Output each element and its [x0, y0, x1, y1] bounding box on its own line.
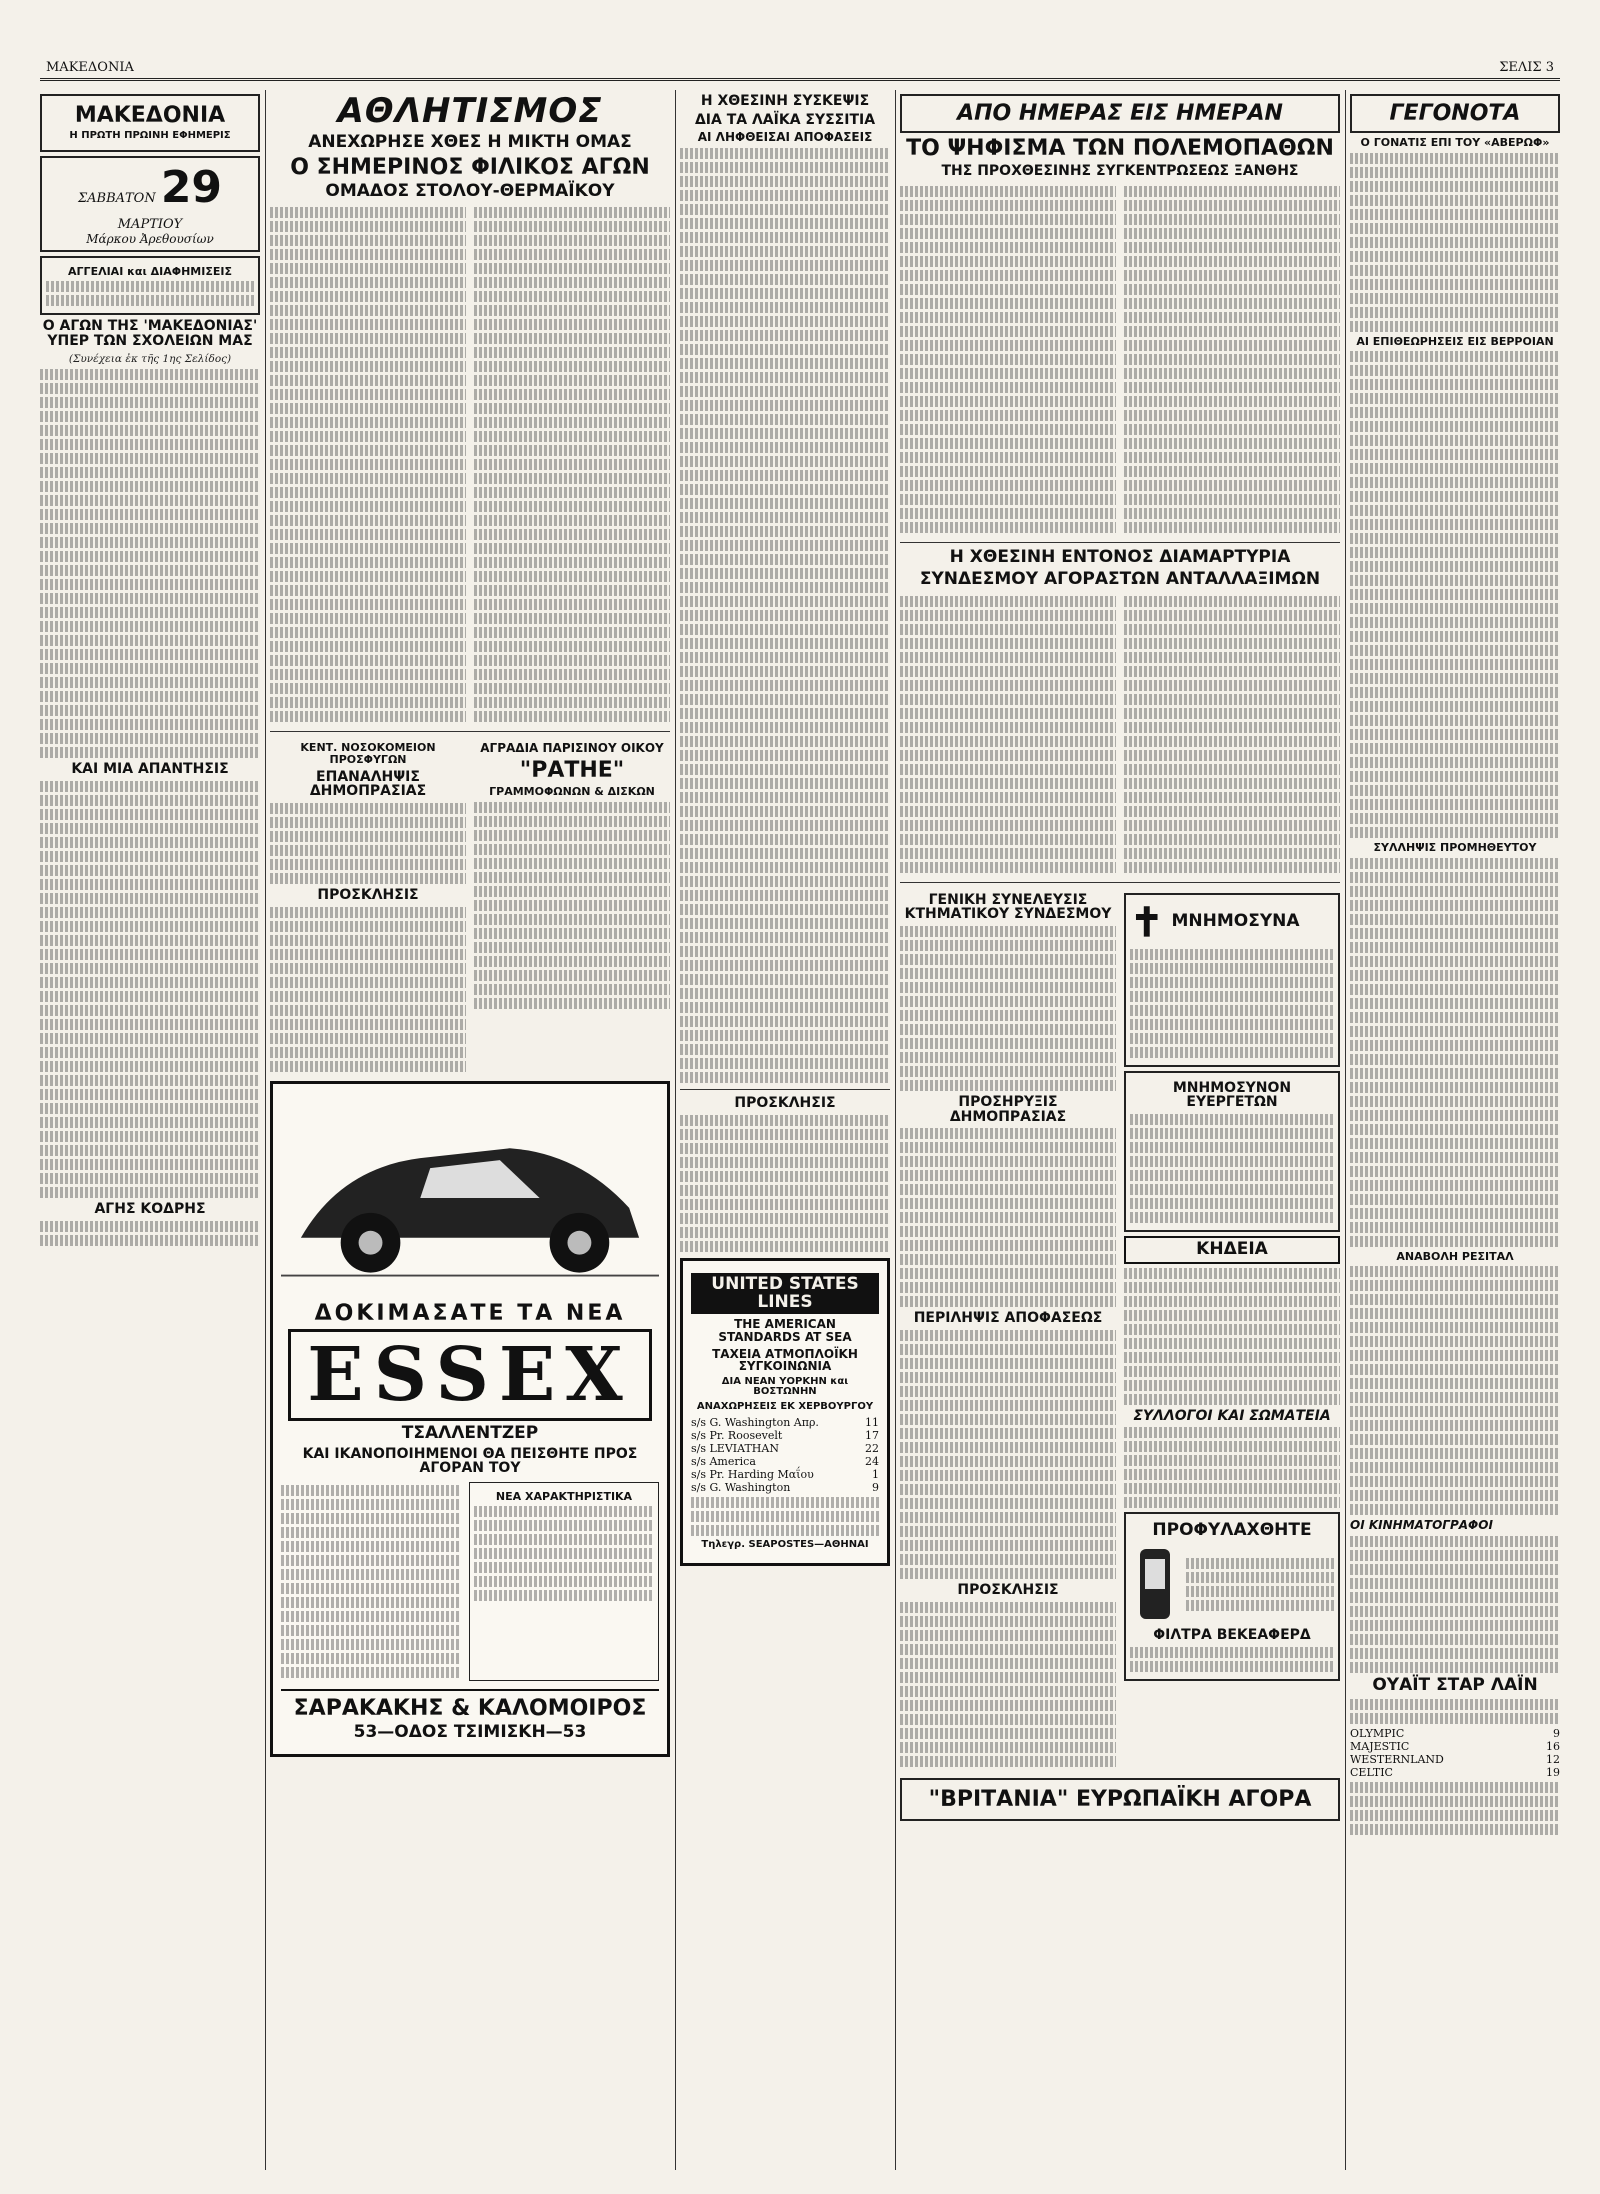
headline: ΑΙ ΛΗΦΘΕΙΣΑΙ ΑΠΟΦΑΣΕΙΣ [697, 130, 873, 145]
notice-brand: "ΡΑΤΗΕ" [519, 758, 625, 784]
date-day: ΣΑΒΒΑΤΟΝ [77, 190, 156, 206]
essex-advertisement [270, 1081, 670, 1757]
header-paper: ΜΑΚΕΔΟΝΙΑ [46, 60, 134, 75]
ship-row: CELTIC 19 [1350, 1765, 1560, 1779]
notice-title: ΠΡΟΣΚΛΗΣΙΣ [317, 886, 419, 903]
ad-brand: UNITED STATES LINES [691, 1273, 879, 1315]
notice-title: ΑΓΡΑΔΙΑ ΠΑΡΙΣΙΝΟΥ ΟΙΚΟΥ [480, 741, 664, 756]
ship-row: WESTERNLAND 12 [1350, 1752, 1560, 1766]
ad-departures: ΑΝΑΧΩΡΗΣΕΙΣ ΕΚ ΧΕΡΒΟΥΡΓΟΥ [696, 1400, 874, 1412]
date-month: ΜΑΡΤΙΟΥ [117, 216, 183, 232]
ad-headline: ΤΑΧΕΙΑ ΑΤΜΟΠΛΟΪΚΗ ΣΥΓΚΟΙΝΩΝΙΑ [712, 1346, 858, 1374]
ad-features-title: ΝΕΑ ΧΑΡΑΚΤΗΡΙΣΤΙΚΑ [495, 1489, 633, 1503]
section-title: ΣΥΛΛΟΓΟΙ ΚΑΙ ΣΩΜΑΤΕΙΑ [1133, 1407, 1331, 1424]
memorial-title: ΜΝΗΜΟΣΥΝΟΝ ΕΥΕΡΓΕΤΩΝ [1172, 1079, 1292, 1111]
section-title: ΑΠΟ ΗΜΕΡΑΣ ΕΙΣ ΗΜΕΡΑΝ [957, 101, 1283, 126]
ads-notice-title: ΑΓΓΕΛΙΑΙ και ΔΙΑΦΗΜΙΣΕΙΣ [68, 264, 232, 278]
ship-row: s/s G. Washington 9 [691, 1481, 879, 1495]
cross-icon: ✝ [1130, 898, 1164, 946]
ship-row: s/s America 24 [691, 1455, 879, 1469]
signature: ΑΓΗΣ ΚΟΔΡΗΣ [94, 1201, 206, 1218]
filter-icon [1130, 1544, 1180, 1624]
article-subtitle: (Συνέχεια ἐκ τῆς 1ης Σελίδος) [68, 352, 232, 365]
section-title: ΓΕΓΟΝΟΤΑ [1389, 101, 1521, 126]
article-body [270, 204, 670, 725]
header-page: ΣΕΛΙΣ 3 [1499, 60, 1554, 75]
funeral-title: ΚΗΔΕΙΑ [1124, 1236, 1340, 1264]
notice-subtitle: ΕΠΑΝΑΛΗΨΙΣ ΔΗΜΟΠΡΑΣΙΑΣ [309, 768, 427, 800]
ad-brand: ESSEX [288, 1329, 651, 1421]
article-title: ΚΑΙ ΜΙΑ ΑΠΑΝΤΗΣΙΣ [71, 761, 229, 778]
article-title: Ο ΑΓΩΝ ΤΗΣ 'ΜΑΚΕΔΟΝΙΑΣ' ΥΠΕΡ ΤΩΝ ΣΧΟΛΕΙΩΝ ΜΑΣ [42, 318, 258, 349]
article-body [680, 148, 890, 1083]
column-1 [40, 90, 260, 1249]
notice-title: ΚΕΝΤ. ΝΟΣΟΚΟΜΕΙΟΝ ΠΡΟΣΦΥΓΩΝ [300, 741, 436, 767]
item-title: ΑΝΑΒΟΛΗ ΡΕΣΙΤΑΛ [1396, 1249, 1514, 1263]
page-header [40, 60, 1560, 81]
ad-route: ΔΙΑ ΝΕΑΝ ΥΟΡΚΗΝ και ΒΟΣΤΩΝΗΝ [721, 1375, 849, 1398]
notice-block [474, 738, 670, 1074]
masthead-title: ΜΑΚΕΔΟΝΙΑ [74, 103, 226, 128]
notice-block [270, 738, 466, 1074]
notice-title: ΠΡΟΣΗΡΥΞΙΣ ΔΗΜΟΠΡΑΣΙΑΣ [949, 1093, 1067, 1125]
ship-schedule [691, 1416, 879, 1494]
memorial-box [1124, 893, 1340, 1067]
ad-model: ΤΣΑΛΛΕΝΤΖΕΡ [401, 1422, 539, 1443]
shipping-advertisement [680, 1258, 890, 1566]
column-4 [900, 90, 1340, 1825]
ship-schedule [1350, 1727, 1560, 1779]
ship-row: s/s Pr. Harding Μαΐου 1 [691, 1468, 879, 1482]
memorial-title: ΜΝΗΜΟΣΥΝΑ [1171, 911, 1300, 932]
section-title: ΑΘΛΗΤΙΣΜΟΣ [337, 91, 603, 131]
item-title: ΑΙ ΕΠΙΘΕΩΡΗΣΕΙΣ ΕΙΣ ΒΕΡΡΟΙΑΝ [1356, 334, 1554, 348]
car-illustration [281, 1098, 659, 1288]
item-title: ΣΥΛΛΗΨΙΣ ΠΡΟΜΗΘΕΥΤΟΥ [1373, 841, 1537, 855]
date-saint: Μάρκου Ἀρεθουσίων [86, 231, 214, 246]
text-block [46, 281, 254, 292]
article-body [900, 593, 1340, 876]
ad-brand: ΦΙΛΤΡΑ ΒΕΚΕΑΦΕΡΔ [1153, 1627, 1311, 1644]
item-title: ΟΙ ΚΙΝΗΜΑΤΟΓΡΑΦΟΙ [1350, 1518, 1493, 1533]
ad-telegraph: Τηλεγρ. SEAPOSTES—ΑΘΗΝΑΙ [701, 1539, 869, 1551]
ship-row: s/s LEVIATHAN 22 [691, 1442, 879, 1456]
notice-title: ΠΡΟΣΚΛΗΣΙΣ [957, 1582, 1059, 1598]
ad-headline: ΔΟΚΙΜΑΣΑΤΕ ΤΑ ΝΕΑ [314, 1300, 626, 1326]
ad-address: 53—ΟΔΟΣ ΤΣΙΜΙΣΚΗ—53 [353, 1722, 587, 1743]
article-body [900, 183, 1340, 536]
article-body [40, 781, 260, 1198]
headline: ΑΝΕΧΩΡΗΣΕ ΧΘΕΣ Η ΜΙΚΤΗ ΟΜΑΣ [308, 131, 632, 152]
ad-brand: "ΒΡΙΤΑΝΙΑ" ΕΥΡΩΠΑΪΚΗ ΑΓΟΡΑ [928, 1786, 1312, 1812]
britannia-advertisement [900, 1778, 1340, 1821]
ad-dealer: ΣΑΡΑΚΑΚΗΣ & ΚΑΛΟΜΟΙΡΟΣ [281, 1689, 659, 1720]
notice-title: ΠΡΟΣΚΛΗΣΙΣ [734, 1094, 836, 1111]
filter-advertisement [1124, 1512, 1340, 1681]
column-2 [270, 90, 670, 1757]
memorial-box [1124, 1071, 1340, 1232]
headline: Η ΧΘΕΣΙΝΗ ΣΥΣΚΕΨΙΣ [700, 93, 870, 109]
masthead-subtitle: Η ΠΡΩΤΗ ΠΡΩΙΝΗ ΕΦΗΜΕΡΙΣ [69, 130, 231, 142]
masthead [40, 94, 260, 152]
ship-row: s/s G. Washington Απρ. 11 [691, 1416, 879, 1430]
headline: ΤΗΣ ΠΡΟΧΘΕΣΙΝΗΣ ΣΥΓΚΕΝΤΡΩΣΕΩΣ ΞΑΝΘΗΣ [941, 163, 1299, 180]
column-rule [1345, 90, 1346, 2170]
ad-headline: ΠΡΟΦΥΛΑΧΘΗΤΕ [1152, 1520, 1312, 1541]
headline: ΔΙΑ ΤΑ ΛΑΪΚΑ ΣΥΣΣΙΤΙΑ [694, 111, 876, 128]
ad-features-box [469, 1482, 659, 1681]
headline: Η ΧΘΕΣΙΝΗ ΕΝΤΟΝΟΣ ΔΙΑΜΑΡΤΥΡΙΑ [949, 546, 1291, 567]
column-rule [265, 90, 266, 2170]
ad-slogan: THE AMERICAN STANDARDS AT SEA [718, 1317, 852, 1344]
headline: Ο ΣΗΜΕΡΙΝΟΣ ΦΙΛΙΚΟΣ ΑΓΩΝ [290, 154, 650, 180]
ads-notice [40, 256, 260, 316]
headline: ΤΟ ΨΗΦΙΣΜΑ ΤΩΝ ΠΟΛΕΜΟΠΑΘΩΝ [906, 136, 1334, 162]
notice-title: ΠΕΡΙΛΗΨΙΣ ΑΠΟΦΑΣΕΩΣ [913, 1310, 1103, 1327]
column-rule [675, 90, 676, 2170]
column-rule [895, 90, 896, 2170]
column-3 [680, 90, 890, 1566]
headline: ΣΥΝΔΕΣΜΟΥ ΑΓΟΡΑΣΤΩΝ ΑΝΤΑΛΛΑΞΙΜΩΝ [919, 568, 1321, 589]
ad-tagline: ΚΑΙ ΙΚΑΝΟΠΟΙΗΜΕΝΟΙ ΘΑ ΠΕΙΣΘΗΤΕ ΠΡΟΣ ΑΓΟΡΑΝ ΤΟΥ [302, 1445, 638, 1477]
text-block [46, 295, 254, 306]
date-number: 29 [160, 161, 223, 213]
ship-row: OLYMPIC 9 [1350, 1726, 1560, 1740]
item-title: ΟΥΑΪΤ ΣΤΑΡ ΛΑΪΝ [1372, 1674, 1538, 1695]
notice-subtitle: ΓΡΑΜΜΟΦΩΝΩΝ & ΔΙΣΚΩΝ [489, 785, 655, 799]
ship-row: MAJESTIC 16 [1350, 1739, 1560, 1753]
ship-row: s/s Pr. Roosevelt 17 [691, 1429, 879, 1443]
date-box [40, 156, 260, 252]
headline: ΟΜΑΔΟΣ ΣΤΟΛΟΥ-ΘΕΡΜΑΪΚΟΥ [325, 180, 615, 201]
article-body [40, 369, 260, 758]
headline: ΓΕΝΙΚΗ ΣΥΝΕΛΕΥΣΙΣ ΚΤΗΜΑΤΙΚΟΥ ΣΥΝΔΕΣΜΟΥ [904, 891, 1112, 923]
column-5 [1350, 90, 1560, 1838]
item-title: Ο ΓΟΝΑΤΙΣ ΕΠΙ ΤΟΥ «ΑΒΕΡΩΦ» [1360, 136, 1550, 150]
